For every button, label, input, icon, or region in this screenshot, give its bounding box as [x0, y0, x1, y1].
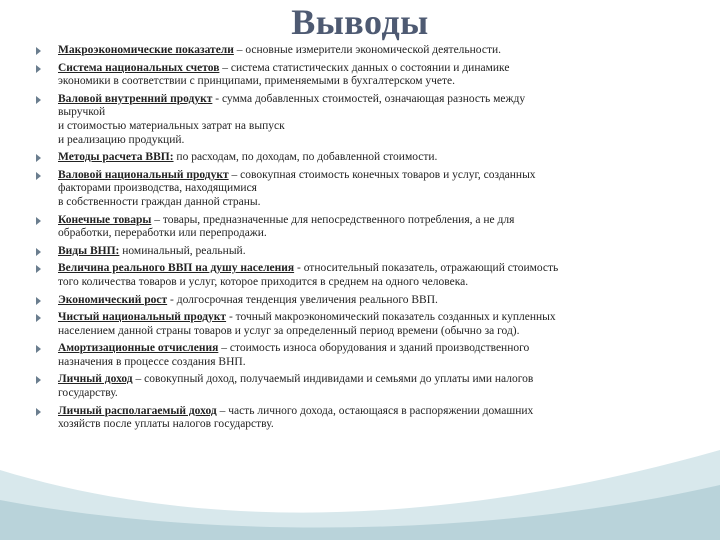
item-text: – система статистических данных о состоянии и динамике	[222, 61, 510, 74]
list-item	[34, 311, 684, 338]
page-title: Выводы	[291, 2, 429, 42]
item-term: Конечные товары	[58, 213, 152, 226]
item-text: - точный макроэкономический показатель созданных и купленных	[228, 311, 556, 324]
item-line	[58, 387, 684, 401]
item-line	[58, 245, 684, 259]
item-text: государству.	[58, 387, 118, 400]
triangle-bullet-icon	[36, 154, 41, 162]
item-text: обработки, переработки или перепродажи.	[58, 227, 267, 240]
triangle-bullet-icon	[36, 172, 41, 180]
item-line	[58, 311, 684, 325]
item-line	[58, 93, 684, 107]
triangle-bullet-icon	[36, 314, 41, 322]
list-item	[34, 373, 684, 400]
item-term: Система национальных счетов	[58, 61, 220, 74]
item-text: – совокупная стоимость конечных товаров и услуг, созданных	[231, 168, 536, 181]
item-text: – основные измерители экономической деятельности.	[236, 44, 502, 56]
item-text: - сумма добавленных стоимостей, означающая разность между	[215, 92, 526, 105]
item-term: Методы расчета ВВП:	[58, 151, 174, 164]
item-text: факторами производства, находящимися	[58, 182, 257, 195]
item-text: населением данной страны товаров и услуг за определенный период времени (обычно за год).	[58, 324, 520, 337]
list-item	[34, 169, 684, 210]
triangle-bullet-icon	[36, 248, 41, 256]
list-item	[34, 62, 684, 89]
list-item	[34, 294, 684, 308]
decorative-wave	[0, 430, 720, 540]
list-item	[34, 405, 684, 432]
item-term: Экономический рост	[58, 293, 168, 306]
item-text: того количества товаров и услуг, которое приходится в среднем на одного человека.	[58, 275, 469, 288]
item-line	[58, 418, 684, 432]
item-line	[58, 276, 684, 290]
triangle-bullet-icon	[36, 47, 41, 55]
item-text: – стоимость износа оборудования и зданий производственного	[221, 342, 530, 355]
item-line	[58, 62, 684, 76]
item-line	[58, 214, 684, 228]
item-line	[58, 120, 684, 134]
item-text: - относительный показатель, отражающий стоимость	[296, 262, 559, 275]
list-item	[34, 342, 684, 369]
list-item	[34, 262, 684, 289]
triangle-bullet-icon	[36, 96, 41, 104]
item-line	[58, 75, 684, 89]
item-line	[58, 373, 684, 387]
list-item	[34, 214, 684, 241]
item-text: и реализацию продукций.	[58, 133, 185, 146]
item-line	[58, 356, 684, 370]
item-term: Валовой внутренний продукт	[58, 92, 213, 105]
item-term: Амортизационные отчисления	[58, 342, 219, 355]
item-text: – совокупный доход, получаемый индивидами и семьями до уплаты ими налогов	[135, 373, 534, 386]
item-line	[58, 106, 684, 120]
list-item	[34, 93, 684, 147]
item-term: Чистый национальный продукт	[58, 311, 227, 324]
item-text: и стоимостью материальных затрат на выпуск	[58, 119, 285, 132]
item-term: Виды ВНП:	[58, 244, 120, 257]
item-line	[58, 182, 684, 196]
triangle-bullet-icon	[36, 408, 41, 416]
item-text: в собственности граждан данной страны.	[58, 195, 261, 208]
item-term: Величина реального ВВП на душу населения	[58, 262, 295, 275]
triangle-bullet-icon	[36, 217, 41, 225]
item-text: хозяйств после уплаты налогов государству.	[58, 418, 274, 431]
item-text: - долгосрочная тенденция увеличения реального ВВП.	[170, 293, 438, 306]
item-term: Макроэкономические показатели	[58, 44, 234, 56]
item-term: Личный располагаемый доход	[58, 404, 217, 417]
item-term: Личный доход	[58, 373, 133, 386]
item-line	[58, 405, 684, 419]
item-line	[58, 151, 684, 165]
triangle-bullet-icon	[36, 265, 41, 273]
item-text: номинальный, реальный.	[122, 244, 246, 257]
triangle-bullet-icon	[36, 297, 41, 305]
list-item	[34, 44, 684, 58]
item-line	[58, 196, 684, 210]
item-line	[58, 262, 684, 276]
item-line	[58, 294, 684, 308]
triangle-bullet-icon	[36, 376, 41, 384]
conclusions-list	[34, 44, 684, 436]
item-line	[58, 44, 684, 58]
item-text: экономики в соответствии с принципами, применяемыми в бухгалтерском учете.	[58, 75, 456, 88]
list-item	[34, 151, 684, 165]
item-line	[58, 134, 684, 148]
item-line	[58, 325, 684, 339]
list-item	[34, 245, 684, 259]
item-line	[58, 227, 684, 241]
item-text: выручкой	[58, 106, 106, 119]
item-text: по расходам, по доходам, по добавленной стоимости.	[176, 151, 438, 164]
triangle-bullet-icon	[36, 345, 41, 353]
item-term: Валовой национальный продукт	[58, 168, 229, 181]
item-line	[58, 169, 684, 183]
item-text: – товары, предназначенные для непосредственного потребления, а не для	[154, 213, 515, 226]
item-text: назначения в процессе создания ВНП.	[58, 355, 246, 368]
item-text: – часть личного дохода, остающаяся в распоряжении домашних	[219, 404, 534, 417]
item-line	[58, 342, 684, 356]
triangle-bullet-icon	[36, 65, 41, 73]
